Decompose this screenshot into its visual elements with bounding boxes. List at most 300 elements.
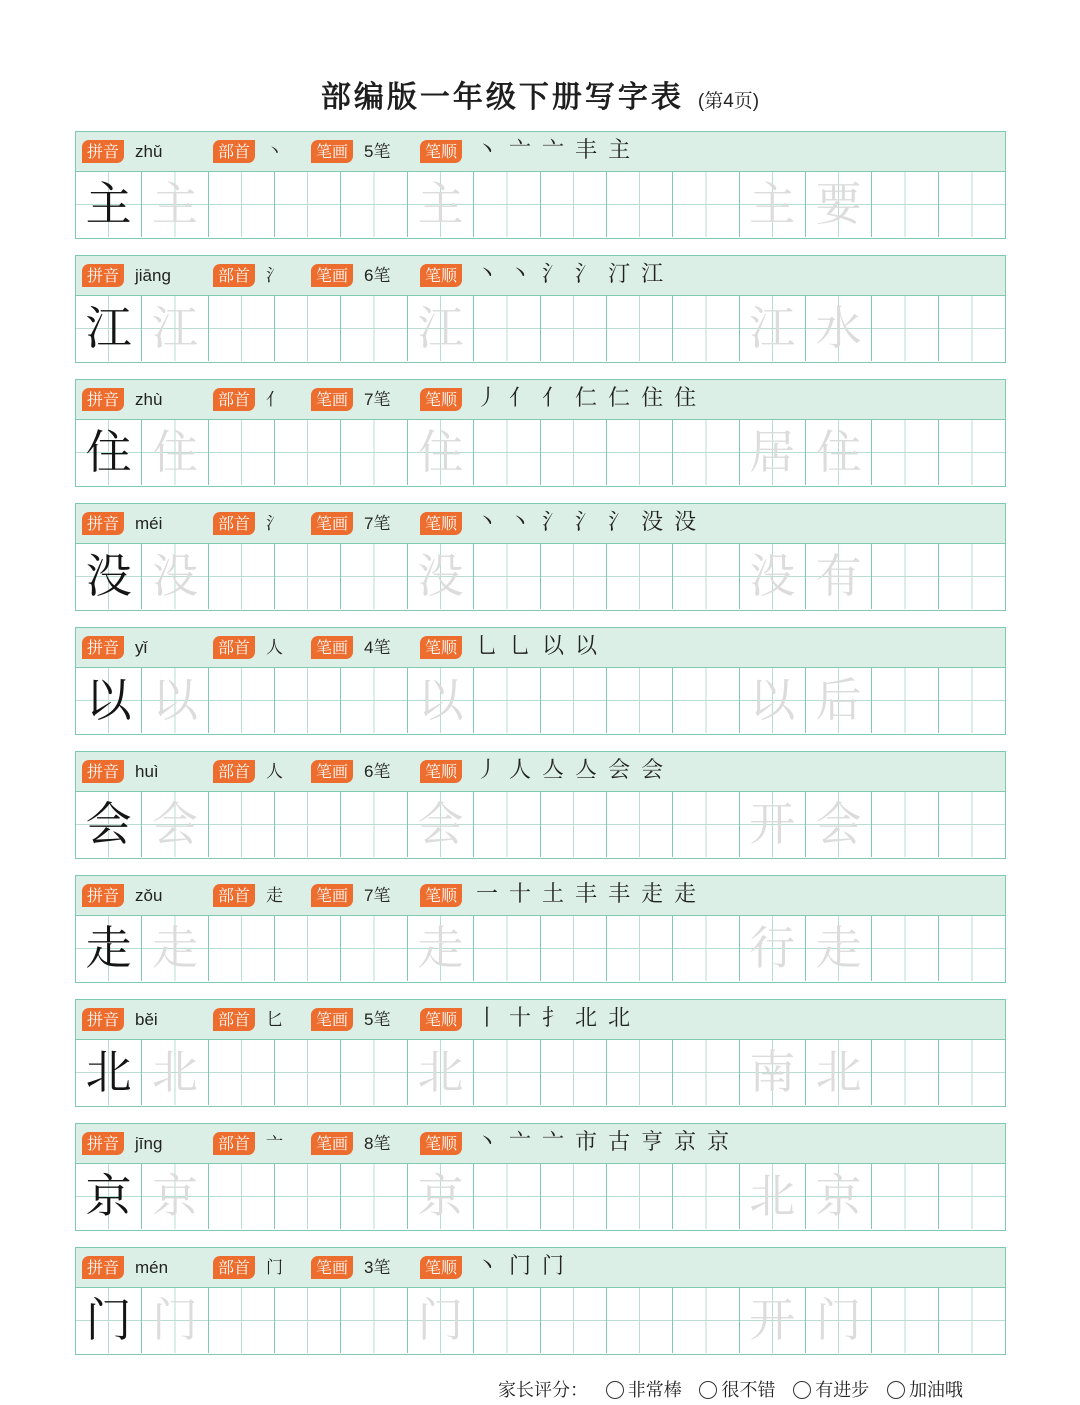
practice-cell[interactable] <box>275 420 341 485</box>
practice-cell[interactable] <box>408 172 474 237</box>
practice-cell[interactable] <box>740 172 806 237</box>
practice-cell[interactable] <box>275 668 341 733</box>
strokes-value: 5笔 <box>364 1010 391 1029</box>
practice-cell[interactable] <box>142 420 208 485</box>
practice-cell[interactable] <box>474 792 540 857</box>
rating-option-label: 很不错 <box>721 1380 776 1401</box>
stroke-step: 亠 <box>542 1130 565 1155</box>
practice-cell[interactable] <box>607 916 673 981</box>
stroke-step: 仁 <box>608 386 631 411</box>
practice-cell[interactable] <box>209 792 275 857</box>
practice-cell[interactable] <box>408 1164 474 1229</box>
practice-cell[interactable] <box>76 544 142 609</box>
practice-cell[interactable] <box>209 916 275 981</box>
practice-cell[interactable] <box>341 792 407 857</box>
stroke-order-tag: 笔顺 <box>420 264 462 287</box>
rating-option-improved[interactable] <box>793 1380 869 1401</box>
radical-tag: 部首 <box>213 1132 255 1155</box>
radical-tag: 部首 <box>213 264 255 287</box>
practice-grid <box>76 172 1005 237</box>
practice-cell[interactable] <box>341 1164 407 1229</box>
practice-cell[interactable] <box>872 172 938 237</box>
page-header <box>0 72 1080 116</box>
practice-cell[interactable] <box>806 544 872 609</box>
practice-cell[interactable] <box>541 296 607 361</box>
practice-grid <box>76 916 1005 981</box>
practice-cell[interactable] <box>408 420 474 485</box>
stroke-step: 以 <box>542 634 565 659</box>
practice-cell[interactable] <box>872 916 938 981</box>
stroke-step: 丶 <box>476 1130 499 1155</box>
stroke-step: 亼 <box>542 758 565 783</box>
stroke-step: 氵 <box>542 262 565 287</box>
practice-cell[interactable] <box>142 916 208 981</box>
practice-cell[interactable] <box>474 916 540 981</box>
practice-cell[interactable] <box>607 792 673 857</box>
strokes-tag: 笔画 <box>311 884 353 907</box>
stroke-step: 丶 <box>509 262 532 287</box>
practice-cell[interactable] <box>408 668 474 733</box>
stroke-step: 亻 <box>509 386 532 411</box>
stroke-step: 乚 <box>476 634 499 659</box>
word-trace-character: 走 <box>815 921 862 975</box>
practice-cell[interactable] <box>209 172 275 237</box>
practice-cell[interactable] <box>740 668 806 733</box>
word-trace-character: 开 <box>749 1293 796 1347</box>
rating-option-label: 加油哦 <box>908 1380 963 1401</box>
trace-character: 住 <box>152 425 199 479</box>
practice-cell[interactable] <box>806 1164 872 1229</box>
radio-circle-icon[interactable] <box>699 1381 717 1399</box>
strokes-tag: 笔画 <box>311 1008 353 1031</box>
practice-cell[interactable] <box>142 1164 208 1229</box>
stroke-order-sequence <box>476 1127 740 1159</box>
practice-cell[interactable] <box>872 792 938 857</box>
practice-grid <box>76 668 1005 733</box>
practice-cell[interactable] <box>939 172 1005 237</box>
stroke-order-sequence <box>476 879 707 911</box>
radical-value: 亠 <box>266 1134 283 1153</box>
word-trace-character: 门 <box>815 1293 862 1347</box>
practice-cell[interactable] <box>142 1040 208 1105</box>
practice-cell[interactable] <box>541 172 607 237</box>
stroke-step: 北 <box>575 1006 598 1031</box>
practice-cell[interactable] <box>541 544 607 609</box>
practice-cell[interactable] <box>939 1164 1005 1229</box>
practice-cell[interactable] <box>607 668 673 733</box>
practice-cell[interactable] <box>275 296 341 361</box>
radio-circle-icon[interactable] <box>606 1381 624 1399</box>
stroke-step: 北 <box>608 1006 631 1031</box>
stroke-step: 以 <box>575 634 598 659</box>
practice-cell[interactable] <box>341 1288 407 1353</box>
strokes-tag: 笔画 <box>311 264 353 287</box>
practice-cell[interactable] <box>474 544 540 609</box>
practice-cell[interactable] <box>76 1164 142 1229</box>
trace-character: 门 <box>417 1293 464 1347</box>
practice-cell[interactable] <box>740 916 806 981</box>
practice-cell[interactable] <box>474 1288 540 1353</box>
radical-tag: 部首 <box>213 760 255 783</box>
trace-character: 门 <box>152 1293 199 1347</box>
stroke-step: 住 <box>641 386 664 411</box>
stroke-order-sequence <box>476 507 707 539</box>
practice-cell[interactable] <box>76 1288 142 1353</box>
pinyin-tag: 拼音 <box>82 264 124 287</box>
radical-tag: 部首 <box>213 1008 255 1031</box>
practice-cell[interactable] <box>209 296 275 361</box>
pinyin-value: zhù <box>135 390 163 409</box>
model-character: 住 <box>85 425 132 479</box>
practice-cell[interactable] <box>474 296 540 361</box>
practice-cell[interactable] <box>408 1040 474 1105</box>
pinyin-value: jiāng <box>135 266 171 285</box>
stroke-step: 丰 <box>608 882 631 907</box>
practice-cell[interactable] <box>76 172 142 237</box>
stroke-step: 氵 <box>575 510 598 535</box>
pinyin-tag: 拼音 <box>82 512 124 535</box>
page-number: (第4页) <box>697 91 760 112</box>
practice-cell[interactable] <box>541 1040 607 1105</box>
stroke-step: 亠 <box>509 1130 532 1155</box>
character-info-bar <box>76 1124 1005 1164</box>
radical-tag: 部首 <box>213 140 255 163</box>
stroke-order-tag: 笔顺 <box>420 1256 462 1279</box>
radio-circle-icon[interactable] <box>793 1381 811 1399</box>
practice-cell[interactable] <box>872 1164 938 1229</box>
practice-cell[interactable] <box>939 916 1005 981</box>
trace-character: 住 <box>417 425 464 479</box>
stroke-step: 丰 <box>575 882 598 907</box>
character-info-bar <box>76 380 1005 420</box>
stroke-step: 扌 <box>542 1006 565 1031</box>
practice-cell[interactable] <box>673 296 739 361</box>
practice-cell[interactable] <box>341 916 407 981</box>
stroke-step: 仁 <box>575 386 598 411</box>
practice-cell[interactable] <box>673 792 739 857</box>
strokes-value: 5笔 <box>364 142 391 161</box>
practice-cell[interactable] <box>806 296 872 361</box>
practice-cell[interactable] <box>872 544 938 609</box>
practice-cell[interactable] <box>673 1040 739 1105</box>
character-info-bar <box>76 752 1005 792</box>
radical-value: 人 <box>266 762 283 781</box>
practice-cell[interactable] <box>76 1040 142 1105</box>
stroke-step: 十 <box>509 1006 532 1031</box>
stroke-step: 古 <box>608 1130 631 1155</box>
stroke-step: 丨 <box>476 1006 499 1031</box>
radical-tag: 部首 <box>213 1256 255 1279</box>
pinyin-tag: 拼音 <box>82 388 124 411</box>
practice-cell[interactable] <box>806 172 872 237</box>
practice-cell[interactable] <box>142 544 208 609</box>
practice-cell[interactable] <box>275 792 341 857</box>
word-trace-character: 主 <box>749 177 796 231</box>
practice-grid <box>76 792 1005 857</box>
word-trace-character: 江 <box>749 301 796 355</box>
stroke-step: 丶 <box>476 1254 499 1279</box>
practice-cell[interactable] <box>142 296 208 361</box>
strokes-tag: 笔画 <box>311 1132 353 1155</box>
stroke-order-sequence <box>476 755 674 787</box>
practice-cell[interactable] <box>142 792 208 857</box>
practice-cell[interactable] <box>142 172 208 237</box>
strokes-value: 7笔 <box>364 886 391 905</box>
practice-cell[interactable] <box>341 544 407 609</box>
word-trace-character: 会 <box>815 797 862 851</box>
practice-cell[interactable] <box>341 172 407 237</box>
practice-cell[interactable] <box>209 668 275 733</box>
practice-cell[interactable] <box>872 1288 938 1353</box>
stroke-order-tag: 笔顺 <box>420 388 462 411</box>
trace-character: 江 <box>417 301 464 355</box>
practice-cell[interactable] <box>740 1040 806 1105</box>
pinyin-value: zǒu <box>135 886 163 905</box>
practice-cell[interactable] <box>142 668 208 733</box>
stroke-step: 走 <box>641 882 664 907</box>
stroke-step: 十 <box>509 882 532 907</box>
stroke-step: 没 <box>641 510 664 535</box>
radical-tag: 部首 <box>213 512 255 535</box>
practice-cell[interactable] <box>474 172 540 237</box>
practice-cell[interactable] <box>541 668 607 733</box>
pinyin-value: běi <box>135 1010 158 1029</box>
practice-cell[interactable] <box>408 296 474 361</box>
character-row <box>75 751 1006 859</box>
stroke-step: 主 <box>608 138 631 163</box>
practice-cell[interactable] <box>872 420 938 485</box>
character-row <box>75 379 1006 487</box>
trace-character: 走 <box>152 921 199 975</box>
practice-cell[interactable] <box>939 420 1005 485</box>
radical-value: 丶 <box>266 142 283 161</box>
word-trace-character: 开 <box>749 797 796 851</box>
practice-cell[interactable] <box>607 1288 673 1353</box>
trace-character: 没 <box>417 549 464 603</box>
practice-cell[interactable] <box>209 544 275 609</box>
character-row <box>75 627 1006 735</box>
stroke-order-tag: 笔顺 <box>420 636 462 659</box>
practice-cell[interactable] <box>474 1164 540 1229</box>
practice-cell[interactable] <box>806 1288 872 1353</box>
practice-cell[interactable] <box>275 544 341 609</box>
stroke-step: 丶 <box>509 510 532 535</box>
radical-value: 匕 <box>266 1010 283 1029</box>
practice-cell[interactable] <box>474 668 540 733</box>
stroke-order-tag: 笔顺 <box>420 512 462 535</box>
word-trace-character: 没 <box>749 549 796 603</box>
practice-cell[interactable] <box>740 1164 806 1229</box>
practice-cell[interactable] <box>673 172 739 237</box>
pinyin-value: méi <box>135 514 163 533</box>
practice-cell[interactable] <box>607 1040 673 1105</box>
practice-cell[interactable] <box>76 916 142 981</box>
character-info-bar <box>76 504 1005 544</box>
practice-cell[interactable] <box>541 420 607 485</box>
practice-cell[interactable] <box>76 792 142 857</box>
stroke-step: 亠 <box>542 138 565 163</box>
rating-option-label: 非常棒 <box>627 1380 682 1401</box>
strokes-value: 4笔 <box>364 638 391 657</box>
practice-cell[interactable] <box>939 668 1005 733</box>
character-info-bar <box>76 1000 1005 1040</box>
stroke-order-tag: 笔顺 <box>420 1008 462 1031</box>
practice-cell[interactable] <box>209 420 275 485</box>
character-row <box>75 131 1006 239</box>
character-row <box>75 503 1006 611</box>
practice-cell[interactable] <box>673 916 739 981</box>
parent-rating <box>498 1376 963 1402</box>
practice-cell[interactable] <box>607 420 673 485</box>
practice-cell[interactable] <box>740 1288 806 1353</box>
trace-character: 走 <box>417 921 464 975</box>
practice-cell[interactable] <box>806 916 872 981</box>
pinyin-tag: 拼音 <box>82 1132 124 1155</box>
character-row <box>75 1247 1006 1355</box>
radical-tag: 部首 <box>213 884 255 907</box>
character-info-bar <box>76 628 1005 668</box>
practice-cell[interactable] <box>806 668 872 733</box>
practice-cell[interactable] <box>341 296 407 361</box>
pinyin-value: mén <box>135 1258 169 1277</box>
practice-cell[interactable] <box>474 420 540 485</box>
stroke-step: 汀 <box>608 262 631 287</box>
practice-cell[interactable] <box>541 1288 607 1353</box>
trace-character: 京 <box>417 1169 464 1223</box>
practice-cell[interactable] <box>939 296 1005 361</box>
stroke-step: 江 <box>641 262 664 287</box>
practice-cell[interactable] <box>740 420 806 485</box>
practice-cell[interactable] <box>740 792 806 857</box>
stroke-step: 一 <box>476 882 499 907</box>
practice-cell[interactable] <box>275 1040 341 1105</box>
practice-cell[interactable] <box>76 420 142 485</box>
practice-cell[interactable] <box>673 668 739 733</box>
trace-character: 京 <box>152 1169 199 1223</box>
word-trace-character: 以 <box>749 673 796 727</box>
practice-cell[interactable] <box>408 544 474 609</box>
practice-cell[interactable] <box>341 420 407 485</box>
radical-value: 门 <box>266 1258 283 1277</box>
practice-cell[interactable] <box>275 172 341 237</box>
radical-value: 走 <box>266 886 283 905</box>
practice-cell[interactable] <box>939 792 1005 857</box>
practice-cell[interactable] <box>408 792 474 857</box>
stroke-order-sequence <box>476 631 608 663</box>
word-trace-character: 北 <box>815 1045 862 1099</box>
practice-grid <box>76 296 1005 361</box>
rating-option-keep-going[interactable] <box>887 1380 963 1401</box>
practice-cell[interactable] <box>740 296 806 361</box>
character-row <box>75 255 1006 363</box>
radio-circle-icon[interactable] <box>887 1381 905 1399</box>
practice-cell[interactable] <box>673 544 739 609</box>
rating-option-label: 有进步 <box>815 1380 870 1401</box>
practice-cell[interactable] <box>872 668 938 733</box>
stroke-order-sequence <box>476 383 707 415</box>
stroke-step: 亠 <box>509 138 532 163</box>
word-trace-character: 水 <box>815 301 862 355</box>
practice-cell[interactable] <box>673 1288 739 1353</box>
practice-cell[interactable] <box>673 420 739 485</box>
stroke-order-tag: 笔顺 <box>420 140 462 163</box>
practice-cell[interactable] <box>474 1040 540 1105</box>
practice-cell[interactable] <box>275 916 341 981</box>
practice-cell[interactable] <box>607 544 673 609</box>
strokes-tag: 笔画 <box>311 760 353 783</box>
pinyin-value: jīng <box>135 1134 163 1153</box>
practice-grid <box>76 1288 1005 1353</box>
strokes-value: 7笔 <box>364 514 391 533</box>
practice-cell[interactable] <box>408 916 474 981</box>
practice-cell[interactable] <box>541 792 607 857</box>
practice-cell[interactable] <box>939 544 1005 609</box>
stroke-step: 亨 <box>641 1130 664 1155</box>
practice-cell[interactable] <box>541 916 607 981</box>
strokes-value: 8笔 <box>364 1134 391 1153</box>
model-character: 北 <box>85 1045 132 1099</box>
practice-cell[interactable] <box>341 1040 407 1105</box>
stroke-step: 亻 <box>542 386 565 411</box>
strokes-tag: 笔画 <box>311 512 353 535</box>
stroke-step: 土 <box>542 882 565 907</box>
practice-cell[interactable] <box>541 1164 607 1229</box>
practice-cell[interactable] <box>607 172 673 237</box>
practice-grid <box>76 1164 1005 1229</box>
practice-cell[interactable] <box>607 296 673 361</box>
pinyin-tag: 拼音 <box>82 140 124 163</box>
practice-cell[interactable] <box>939 1288 1005 1353</box>
rating-option-excellent[interactable] <box>606 1380 682 1401</box>
practice-cell[interactable] <box>76 296 142 361</box>
practice-cell[interactable] <box>341 668 407 733</box>
practice-cell[interactable] <box>673 1164 739 1229</box>
stroke-step: 住 <box>674 386 697 411</box>
character-row <box>75 999 1006 1107</box>
strokes-tag: 笔画 <box>311 636 353 659</box>
model-character: 江 <box>85 301 132 355</box>
practice-cell[interactable] <box>275 1288 341 1353</box>
practice-cell[interactable] <box>275 1164 341 1229</box>
practice-cell[interactable] <box>408 1288 474 1353</box>
practice-cell[interactable] <box>76 668 142 733</box>
practice-cell[interactable] <box>142 1288 208 1353</box>
pinyin-tag: 拼音 <box>82 1008 124 1031</box>
model-character: 走 <box>85 921 132 975</box>
practice-cell[interactable] <box>806 1040 872 1105</box>
practice-cell[interactable] <box>209 1164 275 1229</box>
stroke-order-tag: 笔顺 <box>420 760 462 783</box>
pinyin-value: yǐ <box>135 638 148 657</box>
strokes-tag: 笔画 <box>311 1256 353 1279</box>
practice-cell[interactable] <box>806 420 872 485</box>
practice-cell[interactable] <box>209 1288 275 1353</box>
stroke-step: 氵 <box>608 510 631 535</box>
practice-cell[interactable] <box>939 1040 1005 1105</box>
practice-cell[interactable] <box>806 792 872 857</box>
stroke-order-sequence <box>476 1003 641 1035</box>
practice-cell[interactable] <box>872 296 938 361</box>
trace-character: 北 <box>417 1045 464 1099</box>
stroke-order-tag: 笔顺 <box>420 884 462 907</box>
rating-option-good[interactable] <box>699 1380 775 1401</box>
practice-cell[interactable] <box>872 1040 938 1105</box>
practice-cell[interactable] <box>209 1040 275 1105</box>
model-character: 京 <box>85 1169 132 1223</box>
practice-cell[interactable] <box>740 544 806 609</box>
practice-cell[interactable] <box>607 1164 673 1229</box>
stroke-step: 没 <box>674 510 697 535</box>
